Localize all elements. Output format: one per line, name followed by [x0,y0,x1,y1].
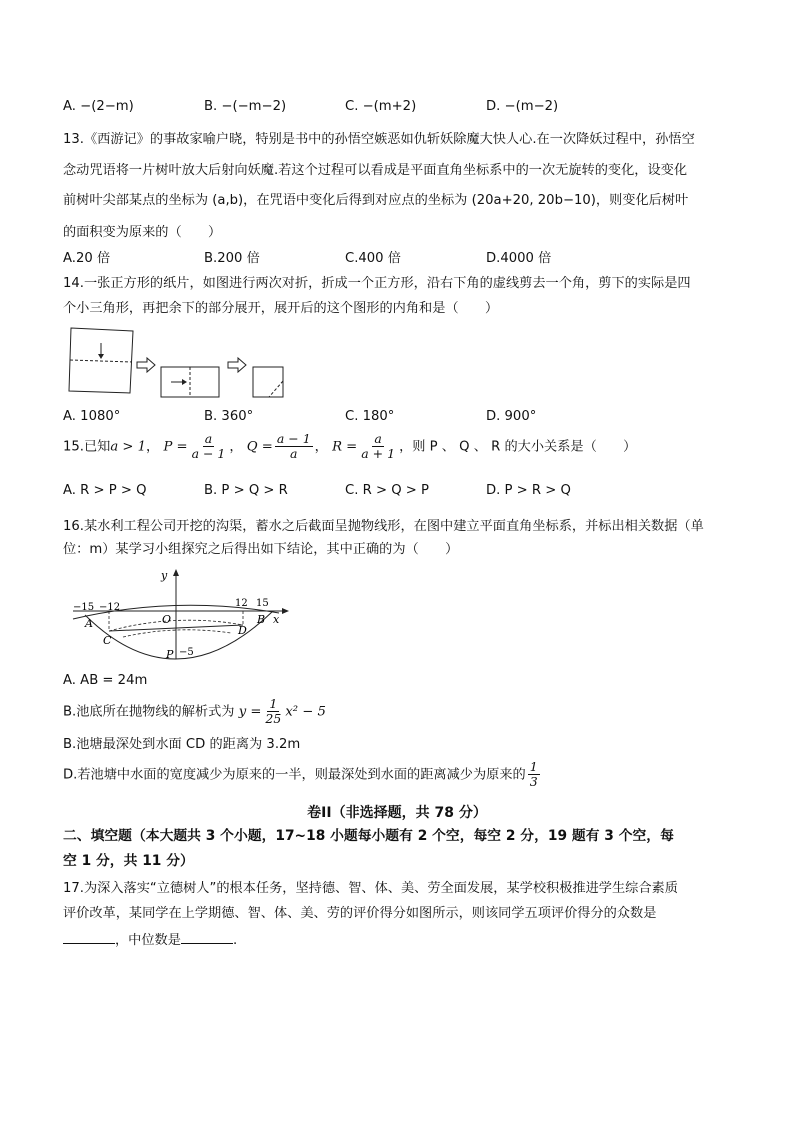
q15-q-fraction [275,432,313,461]
q14-line-2: 个小三角形，再把余下的部分展开，展开后的这个图形的内角和是（ ） [63,301,499,316]
q16-line-2: 位：m）某学习小组探究之后得出如下结论，其中正确的为（ ） [63,542,459,557]
q16-option-d-numerator: 1 [529,759,538,774]
q13-line-1: 13.《西游记》的事故家喻户晓，特别是书中的孙悟空嫉恶如仇斩妖除魔大快人心.在一次降妖过程中，孙悟空 [63,132,695,147]
q17-median-text: ，中位数是 [115,933,181,948]
q16-option-b[interactable] [63,697,326,728]
q16-option-d-text: D.若池塘中水面的宽度减少为原来的一半，则最深处到水面的距离减少为原来的 [63,767,526,783]
q17-line-3 [63,929,237,950]
q15-option-b[interactable]: B. P > Q > R [204,483,288,498]
x-axis-label: x [273,613,280,626]
hollow-arrow-1 [137,358,155,372]
q13-line-2: 念动咒语将一片树叶放大后射向妖魔.若这个过程可以看成是平面直角坐标系中的一次无旋转的变化，设变化 [63,163,688,178]
q17-answer-blank-median[interactable] [181,929,233,944]
q15-r-label: R = [332,439,358,455]
label-point-c: C [103,634,112,647]
folded-square [253,367,283,397]
q12-option-b[interactable]: B. −(−m−2) [204,99,287,114]
q16-option-d-fraction [528,760,540,789]
q15-p-fraction [190,432,228,461]
q15-r-numerator: a [374,431,382,446]
q15-p-denominator: a − 1 [191,446,226,461]
label-12: 12 [235,598,248,609]
label-minus15: −15 [73,602,95,613]
q15-option-d[interactable]: D. P > R > Q [486,483,571,498]
q13-option-c[interactable]: C.400 倍 [345,251,401,266]
q16-option-b-numerator: 1 [269,696,278,711]
q12-option-a[interactable]: A. −(2−m) [63,99,134,114]
q15-q-label: Q = [246,439,273,455]
q17-line-1: 17.为深入落实“立德树人”的根本任务，坚持德、智、体、美、劳全面发展，某学校积极推进学生综合素质 [63,881,678,896]
parabola-channel-figure [63,565,293,663]
dashed-curve-2 [123,630,231,637]
label-point-a: A [85,617,93,630]
q13-options [63,250,627,268]
q17-line-2: 评价改革，某同学在上学期德、智、体、美、劳的评价得分如图所示，则该同学五项评价得分的众数是 [63,906,657,921]
q13-option-d[interactable]: D.4000 倍 [486,251,552,266]
q16-option-a[interactable]: A. AB = 24m [63,673,148,688]
q12-options [63,98,627,116]
label-minus5: −5 [179,647,194,658]
q16-option-d[interactable] [63,760,542,791]
q15-prefix: 15.已知 [63,439,111,455]
q12-option-c[interactable]: C. −(m+2) [345,99,417,114]
q16-option-b-tail: x² − 5 [285,704,326,720]
q15-option-a[interactable]: A. R > P > Q [63,483,147,498]
q14-line-1: 14.一张正方形的纸片，如图进行两次对折，折成一个正方形，沿右下角的虚线剪去一个角，剪下的实际是四 [63,276,691,291]
q16-option-c[interactable]: B.池塘最深处到水面 CD 的距离为 3.2m [63,737,301,752]
q16-option-b-denominator: 25 [265,711,282,726]
q16-option-d-denominator: 3 [529,774,538,789]
x-axis-arrow [282,608,289,614]
fold-arrow-2-head [182,379,187,385]
fold-line-1 [70,360,132,362]
q15-option-c[interactable]: C. R > Q > P [345,483,429,498]
q13-line-3: 前树叶尖部某点的坐标为 (a,b)，在咒语中变化后得到对应点的坐标为 (20a+20, 20b−10)，则变化后树叶 [63,193,689,208]
q12-option-d[interactable]: D. −(m−2) [486,99,559,114]
paper-folding-figure [63,325,303,400]
section-title: 卷II（非选择题，共 78 分） [307,805,487,821]
q15-stem: 15.已知a > 1， P = $\frac{a}{a - 1}$ ， Q = $\frac{a - 1}{a}$ ， R = $\frac{a}{a + 1}$ ，则 P 、 Q 、 R 的大小关系是（ ） [63,431,637,461]
q17-answer-blank-mode[interactable] [63,929,115,944]
cut-line [269,381,283,397]
fold-arrow-1-head [98,354,104,359]
q15-p-label: P = [163,439,188,455]
q14-option-d[interactable]: D. 900° [486,409,537,424]
q14-option-c[interactable]: C. 180° [345,409,395,424]
q16-line-1: 16.某水利工程公司开挖的沟渠，蓄水之后截面呈抛物线形，在图中建立平面直角坐标系，并标出相关数据（单 [63,519,704,534]
q15-p-numerator: a [204,431,213,446]
q15-options [63,482,627,500]
q13-line-4: 的面积变为原来的（ ） [63,225,222,240]
q13-option-b[interactable]: B.200 倍 [204,251,260,266]
label-15: 15 [256,598,269,609]
q14-options [63,408,627,426]
label-point-b: B [257,613,266,626]
q15-condition: a > 1 [110,439,147,455]
q14-option-a[interactable]: A. 1080° [63,409,121,424]
y-axis-label: y [161,569,168,582]
q16-option-b-fraction [263,697,283,726]
hollow-arrow-2 [228,358,246,372]
label-point-d: D [238,624,247,637]
section-heading-2: 空 1 分，共 11 分） [63,853,194,869]
q15-r-fraction [359,432,397,461]
q16-option-b-text: B.池底所在抛物线的解析式为 [63,704,235,720]
label-minus12: −12 [99,602,121,613]
q17-period: . [232,933,238,948]
y-axis-arrow [173,569,179,576]
q13-option-a[interactable]: A.20 倍 [63,251,111,266]
section-heading-1: 二、填空题（本大题共 3 个小题，17~18 小题每小题有 2 个空，每空 2 分，19 题有 3 个空，每 [63,828,674,844]
q15-r-denominator: a + 1 [361,446,396,461]
q16-option-b-y: y = [238,704,262,720]
label-origin: O [162,613,172,626]
q15-suffix: ，则 P 、 Q 、 R 的大小关系是（ ） [399,439,637,455]
q15-q-numerator: a − 1 [276,431,311,446]
label-point-p: P [166,648,174,661]
q15-q-denominator: a [290,446,298,461]
q14-option-b[interactable]: B. 360° [204,409,254,424]
